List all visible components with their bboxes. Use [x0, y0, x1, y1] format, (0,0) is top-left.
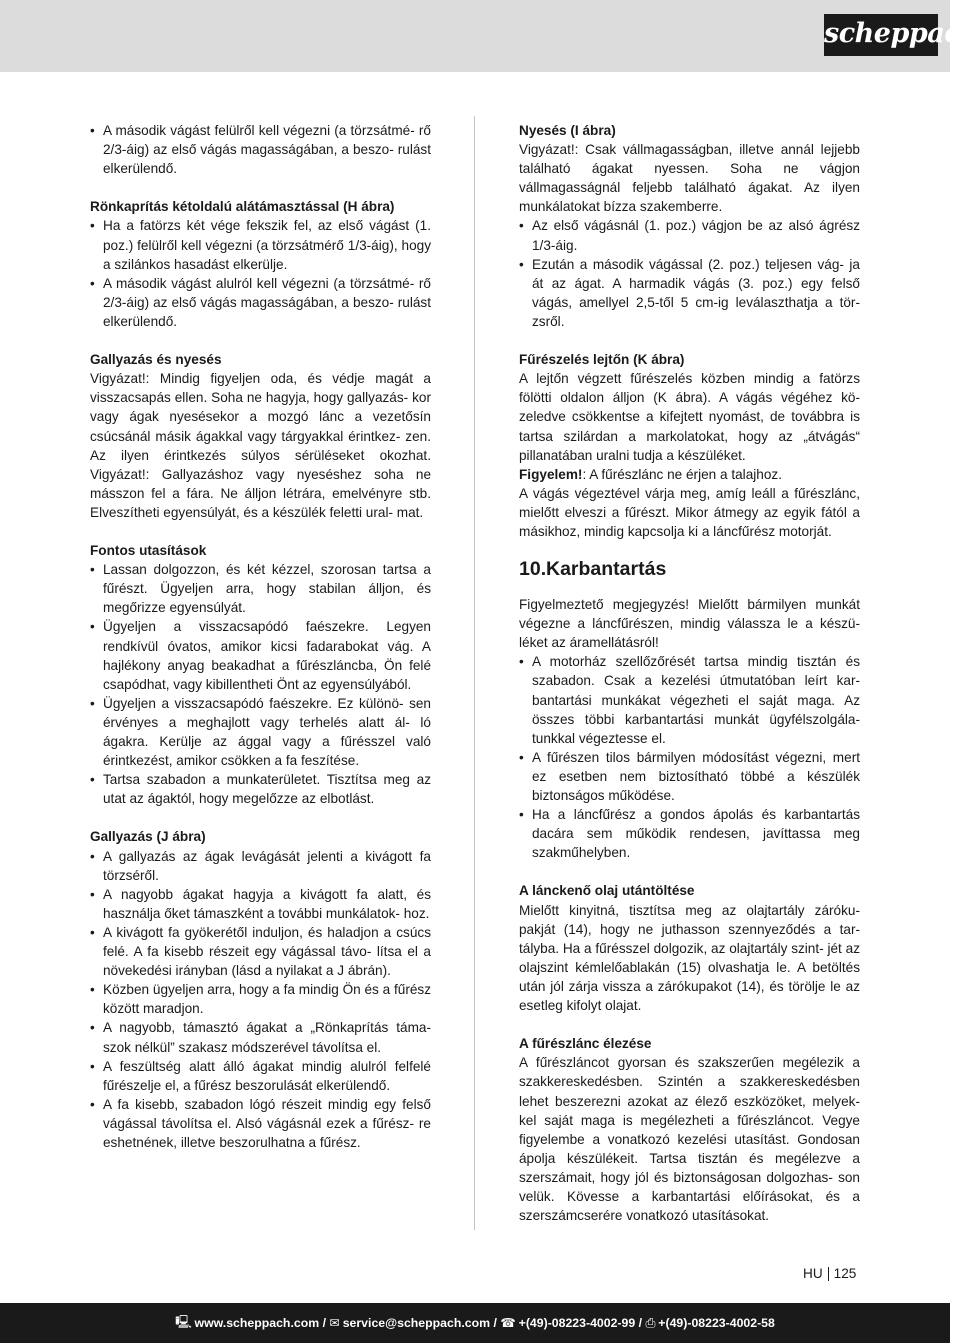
list-item: • A motorház szellőzőrését tartsa mindig tisztán és szabadon. Csak a kezelési útmutatóban leírt kar- bantartási munkákat végezheti el saját maga. Az összes többi karbantartási munkát ügyfélszolgála- tunkkal végeztesse el. — [519, 652, 860, 747]
paragraph-chain-oil: Mielőtt kinyitná, tisztítsa meg az olajtartály záróku- pakját (14), hogy ne juthasson szennyeződés a tar- tályba. Ha a fűrésszel dolgozik, az olajtartály szint- jét az olajszint kémlelőablakán (15) olvashatja le. A betöltés után jól zárja vissza a zárókupakot (14), és törölje le az esetleg kifolyt olajat. — [519, 902, 860, 1014]
list-item: • Ügyeljen a visszacsapódó faészekre. Ez különö- sen érvényes a meghajlott vagy terhelés alatt ál- ló ágakra. Kerülje az ággal vagy a fűrésszel való érintkezést, amikor csökken a fa feszítése. — [90, 694, 431, 770]
fax-icon: ⎙ — [645, 1315, 656, 1330]
heading-pruning-i: Nyesés (I ábra) — [519, 123, 616, 138]
left-column — [90, 121, 431, 1152]
footer-fax[interactable]: +(49)-08223-4002-58 — [658, 1316, 775, 1330]
footer-website[interactable]: www.scheppach.com — [194, 1316, 320, 1330]
paragraph-slope-c: A vágás végeztével várja meg, amíg leáll a fűrészlánc, mielőtt elveszi a fűrészt. Mikor átmegy az egyik fától a másikhoz, mindig kapcsolja ki a láncfűrész motorját. — [519, 485, 860, 539]
bullet-list-maintenance — [519, 652, 860, 862]
footer-separator: / — [490, 1316, 501, 1330]
list-item: • Tartsa szabadon a munkaterületet. Tisztítsa meg az utat az ágaktól, hogy megelőzze az elbotlást. — [90, 770, 431, 808]
attention-text: : A fűrészlánc ne érjen a talajhoz. — [582, 466, 782, 482]
bullet-list-intro — [90, 121, 431, 178]
list-item: • A gallyazás az ágak levágását jelenti a kivágott fa törzséről. — [90, 847, 431, 885]
scheppach-logo: scheppach — [824, 14, 938, 56]
page-number-value: 125 — [833, 1266, 857, 1281]
list-item: • Lassan dolgozzon, és két kézzel, szorosan tartsa a fűrészt. Ügyeljen arra, hogy stabilan álljon, és megőrizze egyensúlyát. — [90, 560, 431, 617]
page-language: HU — [803, 1266, 823, 1281]
column-divider — [474, 116, 475, 1230]
paragraph-limbing-warning: Vigyázat!: Mindig figyeljen oda, és védje magát a visszacsapás ellen. Soha ne hagyja, hogy gallyazás- kor vagy ágak nyesésekor a mozgó lánc a vezetősín csúcsánál másik ágakkal vagy tárgyakkal érintkez- zen. Az ilyen érintkezés súlyos sérüléseket okozhat. Vigyázat!: Gallyazáshoz vagy nyeséshez soha ne másszon fel a fára. Ne álljon létrára, emelvényre stb. Elveszítheti egyensúlyát, és a készülék feletti ural- mat. — [90, 371, 431, 520]
list-item: • A feszültség alatt álló ágakat mindig alulról felfelé fűrészelje el, a fűrész beszorulását elkerülendő. — [90, 1057, 431, 1095]
header-band — [0, 0, 950, 72]
list-item: • A nagyobb, támasztó ágakat a „Rönkaprítás táma- szok nélkül” szakasz módszerével távolítsa el. — [90, 1018, 431, 1056]
heading-chain-sharpening: A fűrészlánc élezése — [519, 1036, 652, 1052]
right-column — [519, 121, 860, 1225]
bullet-list-limbing — [90, 847, 431, 1153]
list-item: • Közben ügyeljen arra, hogy a fa mindig Ön és a fűrész között maradjon. — [90, 980, 431, 1018]
footer-email[interactable]: service@scheppach.com — [342, 1316, 491, 1330]
list-item: • A fűrészen tilos bármilyen módosítást végezni, mert ez esetben nem biztosítható többé a készülék biztonságos működése. — [519, 748, 860, 805]
footer-phone[interactable]: +(49)-08223-4002-99 — [518, 1316, 636, 1330]
section-number: 10. — [519, 558, 547, 581]
computer-icon: 🖳 — [175, 1314, 192, 1329]
list-item: • Ha a fatörzs két vége fekszik fel, az első vágást (1. poz.) felülről kell végezni (a törzsátmérő 1/3-áig), hogy a szilánkos hasadást elkerülje. — [90, 216, 431, 273]
page-number-separator — [828, 1267, 829, 1281]
page-number — [803, 1266, 856, 1282]
heading-limbing-pruning: Gallyazás és nyesés — [90, 352, 222, 368]
footer-bar — [0, 1303, 950, 1343]
bullet-list-two-support — [90, 216, 431, 331]
bullet-list-important — [90, 560, 431, 808]
footer-separator: / — [319, 1316, 330, 1330]
list-item: • A fa kisebb, szabadon lógó részeit mindig egy felső vágással távolítsa el. Alsó vágásnál ezek a fűrész- re eshetnének, illetve beszorulhatna a fűrész. — [90, 1095, 431, 1152]
list-item: • Az első vágásnál (1. poz.) vágjon be az alsó ágrész 1/3-áig. — [519, 216, 860, 254]
heading-important-instructions: Fontos utasítások — [90, 543, 207, 559]
heading-chain-oil: A lánckenő olaj utántöltése — [519, 883, 695, 899]
paragraph-chain-sharpening: A fűrészláncot gyorsan és szakszerűen megélezik a szakkereskedésben. Szintén a szakkereskedésben lehet beszerezni azokat az élező eszközöket, melyek- kel saját maga is megélezheti a fűrészláncot. Vegye figyelembe a vonatkozó kezelési utasítást. Gondosan ápolja készülékeit. Tartsa tisztán és megélezve a szerszámait, hogy jól és biztonságosan dolgozhas- son velük. Kövesse a karbantartási előírásokat, és a szerszámcserére vonatkozó utasításokat. — [519, 1055, 860, 1224]
footer-separator: / — [635, 1316, 646, 1330]
list-item: • Ezután a második vágással (2. poz.) teljesen vág- ja át az ágat. A harmadik vágás (3. poz.) egy felső vágás, amellyel 2,5-től 5 cm-ig leválaszthatja a tör- zsről. — [519, 255, 860, 331]
heading-slope-cutting: Fűrészelés lejtőn (K ábra) — [519, 352, 685, 368]
list-item: • A kivágott fa gyökerétől induljon, és haladjon a csúcs felé. A fa kisebb részeit egy vágással távo- lítsa el a növekedési irányban (lásd a nyilakat a J ábrán). — [90, 923, 431, 980]
email-icon: ✉ — [329, 1316, 340, 1330]
section-title: Karbantartás — [546, 558, 667, 581]
paragraph-slope-attention — [519, 465, 860, 484]
section-title-maintenance — [519, 557, 860, 581]
list-item: • Ha a láncfűrész a gondos ápolás és karbantartás dacára sem működik rendesen, javíttassa meg szakműhelyben. — [519, 805, 860, 862]
attention-label: Figyelem! — [519, 466, 583, 482]
list-item: • A második vágást alulról kell végezni (a törzsátmé- rő 2/3-áig) az első vágás magasságában, a beszo- rulást elkerülendő. — [90, 274, 431, 331]
phone-icon: ☎ — [500, 1316, 516, 1330]
list-item: • A második vágást felülről kell végezni (a törzsátmé- rő 2/3-áig) az első vágás magasságában, a beszo- rulást elkerülendő. — [90, 121, 431, 178]
paragraph-pruning-warning: Vigyázat!: Csak vállmagasságban, illetve annál lejjebb található ágakat nyessen. Soha ne vágjon vállmagasságnál feljebb található ágakat. Az ilyen munkálatokat bízza szakemberre. — [519, 142, 860, 215]
bullet-list-pruning — [519, 216, 860, 331]
list-item: • A nagyobb ágakat hagyja a kivágott fa alatt, és használja őket támaszként a további munkálatok- hoz. — [90, 885, 431, 923]
list-item: • Ügyeljen a visszacsapódó faészekre. Legyen rendkívül óvatos, amikor kicsi fadarabokat vág. A hajlékony anyag beakadhat a fűrészláncba, Ön felé csapódhat, vagy kibillentheti Önt az egyensúlyából. — [90, 617, 431, 693]
paragraph-maintenance-warning: Figyelmeztető megjegyzés! Mielőtt bármilyen munkát végezne a láncfűrészen, mindig válassza le a készü- léket az áramellátásról! — [519, 597, 860, 651]
heading-limbing-j: Gallyazás (J ábra) — [90, 829, 206, 845]
heading-two-support: Rönkaprítás kétoldalú alátámasztással (H ábra) — [90, 199, 395, 215]
paragraph-slope-a: A lejtőn végzett fűrészelés közben mindig a fatörzs fölötti oldalon álljon (K ábra). A vágás végéhez kö- zeledve csökkentse a kifejtett nyomást, de továbbra is tartsa szilárdan a markolatokat, hogy az „átvágás“ pillanatában uralni tudja a készüléket. — [519, 371, 860, 463]
